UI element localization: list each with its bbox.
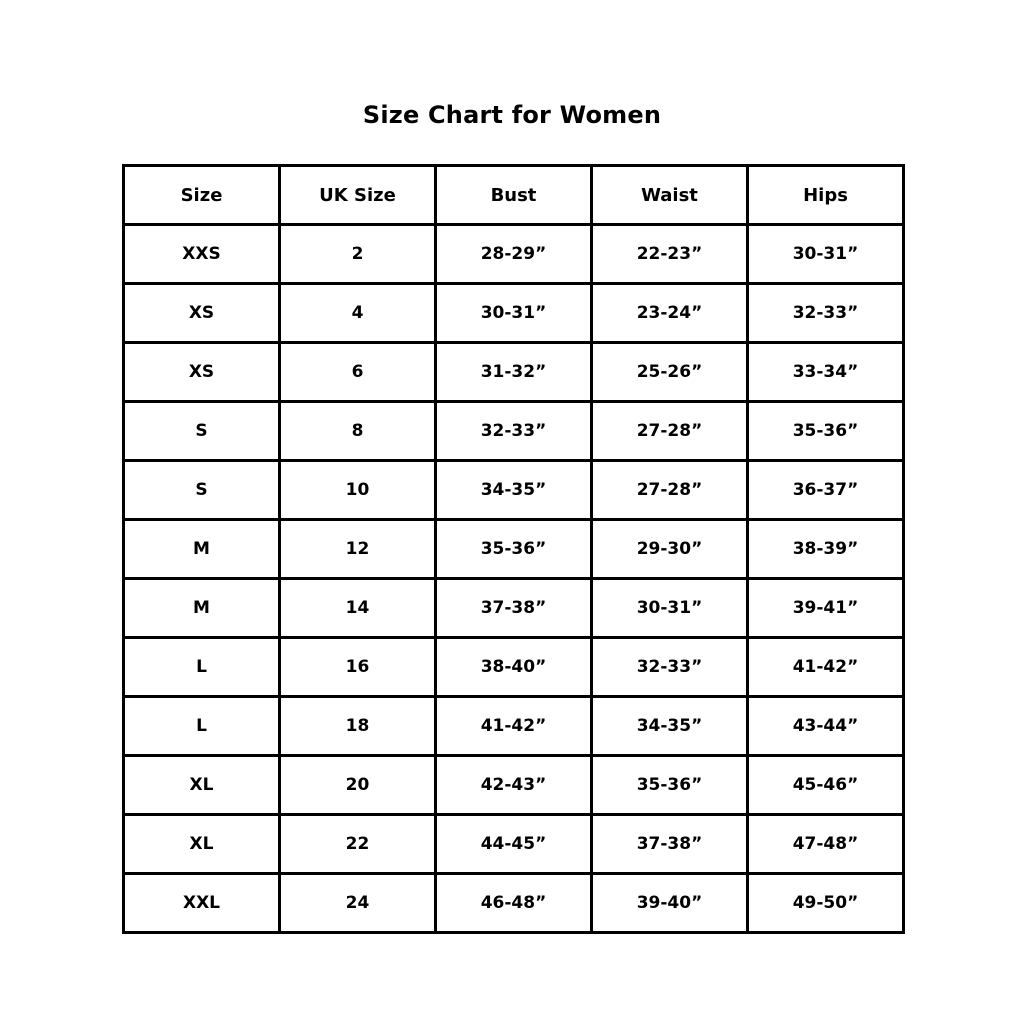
cell-bust: 38-40”	[436, 638, 592, 697]
cell-hips: 32-33”	[748, 284, 904, 343]
cell-size: XS	[124, 343, 280, 402]
cell-waist: 34-35”	[592, 697, 748, 756]
table-row	[124, 579, 904, 638]
cell-bust: 37-38”	[436, 579, 592, 638]
table-row	[124, 874, 904, 933]
cell-size: XXL	[124, 874, 280, 933]
cell-waist: 27-28”	[592, 461, 748, 520]
table-row	[124, 461, 904, 520]
cell-bust: 34-35”	[436, 461, 592, 520]
table-row	[124, 697, 904, 756]
cell-bust: 35-36”	[436, 520, 592, 579]
cell-uk-size: 14	[280, 579, 436, 638]
cell-hips: 49-50”	[748, 874, 904, 933]
cell-size: M	[124, 579, 280, 638]
table-row	[124, 756, 904, 815]
cell-size: XS	[124, 284, 280, 343]
column-header-hips: Hips	[748, 166, 904, 225]
cell-uk-size: 18	[280, 697, 436, 756]
cell-waist: 25-26”	[592, 343, 748, 402]
column-header-waist: Waist	[592, 166, 748, 225]
cell-hips: 38-39”	[748, 520, 904, 579]
size-table	[122, 164, 905, 934]
table-row	[124, 284, 904, 343]
cell-hips: 47-48”	[748, 815, 904, 874]
cell-hips: 30-31”	[748, 225, 904, 284]
cell-uk-size: 4	[280, 284, 436, 343]
cell-bust: 30-31”	[436, 284, 592, 343]
cell-bust: 44-45”	[436, 815, 592, 874]
cell-size: S	[124, 402, 280, 461]
cell-bust: 42-43”	[436, 756, 592, 815]
cell-hips: 33-34”	[748, 343, 904, 402]
table-row	[124, 343, 904, 402]
cell-uk-size: 22	[280, 815, 436, 874]
cell-bust: 41-42”	[436, 697, 592, 756]
table-header-row	[124, 166, 904, 225]
cell-waist: 32-33”	[592, 638, 748, 697]
cell-bust: 31-32”	[436, 343, 592, 402]
table-header	[124, 166, 904, 225]
cell-waist: 35-36”	[592, 756, 748, 815]
cell-uk-size: 20	[280, 756, 436, 815]
cell-uk-size: 6	[280, 343, 436, 402]
cell-waist: 29-30”	[592, 520, 748, 579]
cell-size: M	[124, 520, 280, 579]
page-title: Size Chart for Women	[362, 101, 662, 129]
column-header-uk-size: UK Size	[280, 166, 436, 225]
cell-hips: 39-41”	[748, 579, 904, 638]
cell-bust: 46-48”	[436, 874, 592, 933]
cell-size: S	[124, 461, 280, 520]
cell-uk-size: 2	[280, 225, 436, 284]
cell-size: L	[124, 697, 280, 756]
table-row	[124, 638, 904, 697]
cell-hips: 45-46”	[748, 756, 904, 815]
cell-uk-size: 10	[280, 461, 436, 520]
cell-waist: 37-38”	[592, 815, 748, 874]
cell-uk-size: 8	[280, 402, 436, 461]
cell-bust: 32-33”	[436, 402, 592, 461]
cell-hips: 36-37”	[748, 461, 904, 520]
size-table-container	[122, 164, 902, 934]
cell-waist: 22-23”	[592, 225, 748, 284]
cell-uk-size: 16	[280, 638, 436, 697]
cell-waist: 30-31”	[592, 579, 748, 638]
cell-hips: 43-44”	[748, 697, 904, 756]
table-row	[124, 520, 904, 579]
table-row	[124, 815, 904, 874]
cell-uk-size: 12	[280, 520, 436, 579]
cell-size: XL	[124, 756, 280, 815]
cell-bust: 28-29”	[436, 225, 592, 284]
cell-size: XL	[124, 815, 280, 874]
cell-uk-size: 24	[280, 874, 436, 933]
cell-waist: 27-28”	[592, 402, 748, 461]
column-header-bust: Bust	[436, 166, 592, 225]
cell-hips: 35-36”	[748, 402, 904, 461]
column-header-size: Size	[124, 166, 280, 225]
table-body	[124, 225, 904, 933]
cell-waist: 39-40”	[592, 874, 748, 933]
table-row	[124, 225, 904, 284]
cell-waist: 23-24”	[592, 284, 748, 343]
cell-size: XXS	[124, 225, 280, 284]
cell-hips: 41-42”	[748, 638, 904, 697]
table-row	[124, 402, 904, 461]
cell-size: L	[124, 638, 280, 697]
